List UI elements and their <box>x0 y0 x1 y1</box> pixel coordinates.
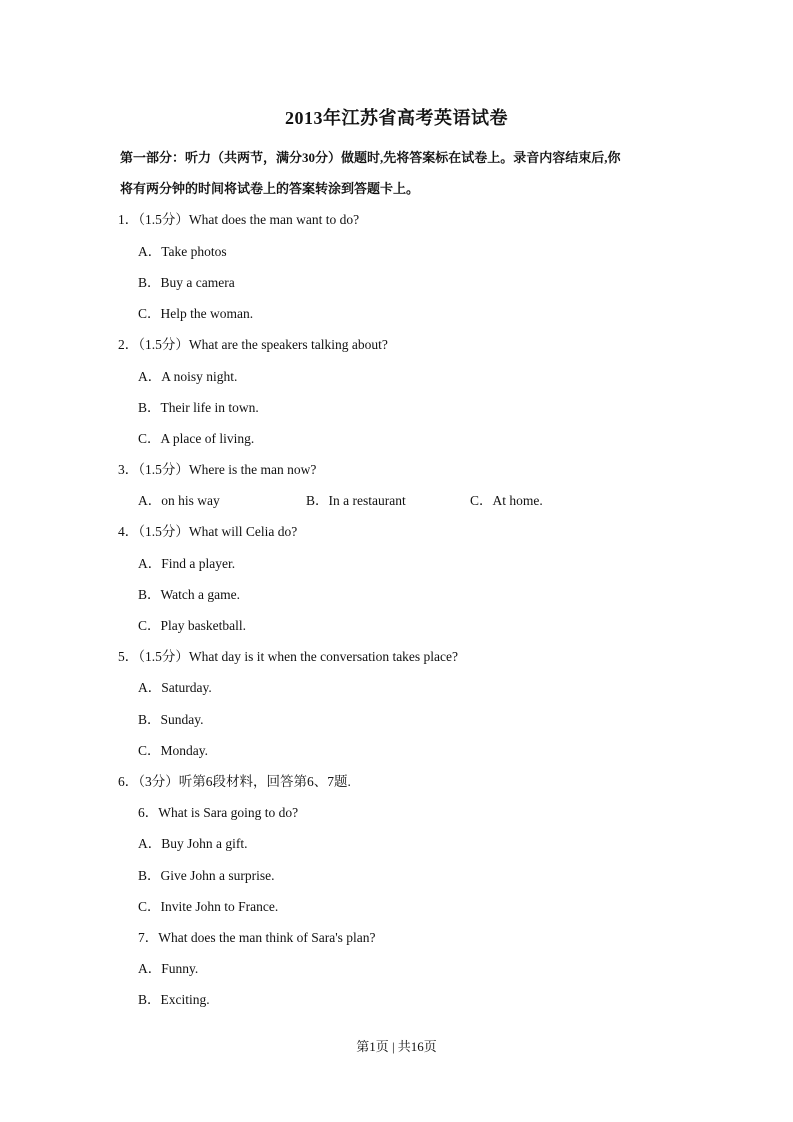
question-5-option-a: A．Saturday. <box>138 680 212 695</box>
question-2: 2．（1.5分）What are the speakers talking about? <box>118 337 388 352</box>
question-2-option-c: C．A place of living. <box>138 431 255 446</box>
question-5-option-c: C．Monday. <box>138 743 208 758</box>
question-1: 1．（1.5分）What does the man want to do? <box>118 212 360 227</box>
question-2-option-b: B．Their life in town. <box>138 400 259 415</box>
question-4-option-a: A．Find a player. <box>138 556 236 571</box>
subquestion-7: 7．What does the man think of Sara's plan? <box>138 930 376 945</box>
subquestion-7-option-b: B．Exciting. <box>138 992 210 1007</box>
question-4: 4．（1.5分）What will Celia do? <box>118 524 298 539</box>
question-1-option-c: C．Help the woman. <box>138 306 254 321</box>
question-3-option-b: B．In a restaurant <box>306 493 406 508</box>
question-5-option-b: B．Sunday. <box>138 712 204 727</box>
question-1-option-a: A．Take photos <box>138 244 227 259</box>
question-5: 5．（1.5分）What day is it when the conversation takes place? <box>118 649 459 664</box>
question-3-option-c: C．At home. <box>470 493 543 508</box>
page-footer: 第1页 | 共16页 <box>356 1039 437 1054</box>
question-3-option-a: A．on his way <box>138 493 220 508</box>
section-instructions-line-2: 将有两分钟的时间将试卷上的答案转涂到答题卡上。 <box>120 181 420 196</box>
page-title: 2013年江苏省高考英语试卷 <box>285 108 508 128</box>
subquestion-6-option-b: B．Give John a surprise. <box>138 868 275 883</box>
section-instructions-line-1: 第一部分：听力（共两节，满分30分）做题时,先将答案标在试卷上。录音内容结束后,你 <box>120 150 621 165</box>
question-3: 3．（1.5分）Where is the man now? <box>118 462 317 477</box>
subquestion-6: 6．What is Sara going to do? <box>138 805 299 820</box>
question-4-option-c: C．Play basketball. <box>138 618 246 633</box>
question-6-group: 6．（3分）听第6段材料，回答第6、7题. <box>118 774 351 789</box>
question-1-option-b: B．Buy a camera <box>138 275 235 290</box>
subquestion-7-option-a: A．Funny. <box>138 961 199 976</box>
subquestion-6-option-c: C．Invite John to France. <box>138 899 279 914</box>
question-4-option-b: B．Watch a game. <box>138 587 241 602</box>
subquestion-6-option-a: A．Buy John a gift. <box>138 836 248 851</box>
question-2-option-a: A．A noisy night. <box>138 369 238 384</box>
